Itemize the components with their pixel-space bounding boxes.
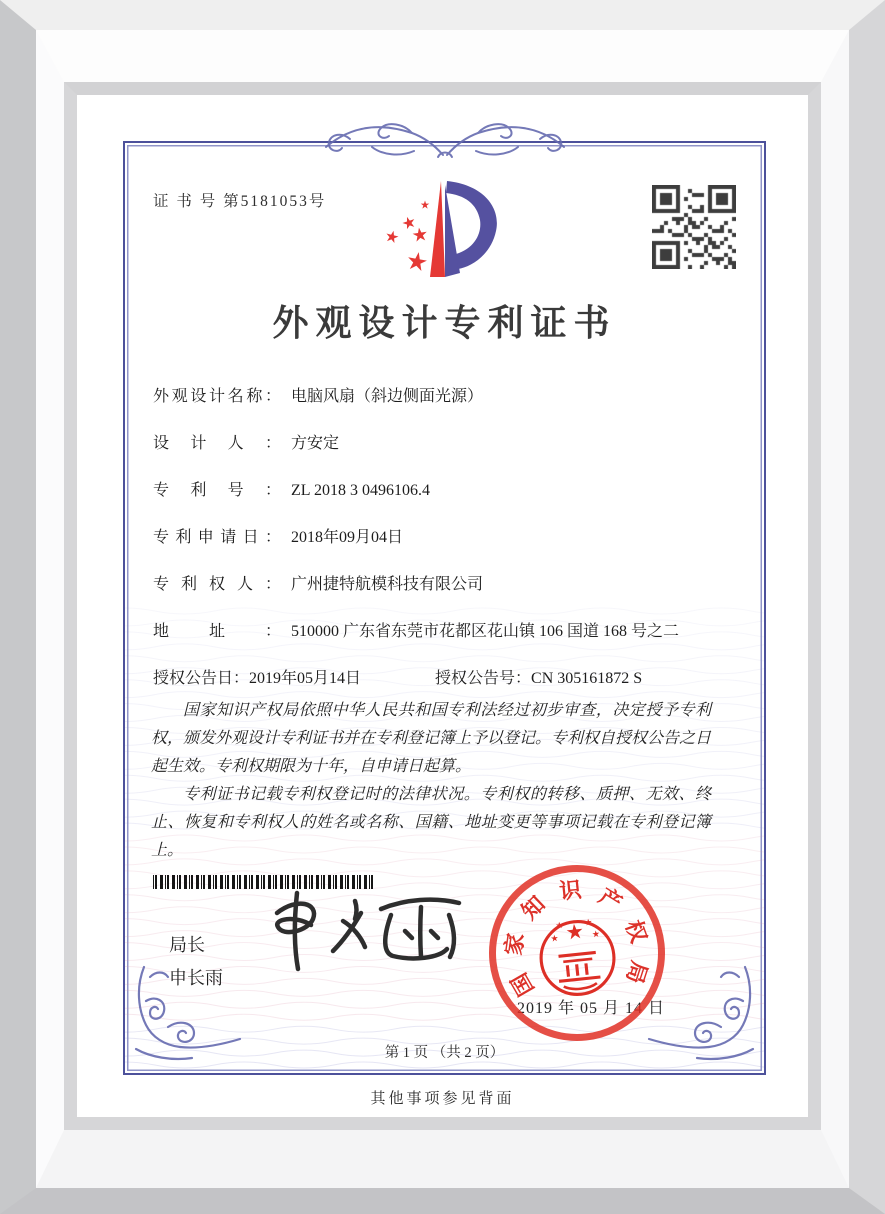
national-emblem-icon	[520, 901, 634, 1015]
field-row-patentee	[153, 571, 744, 595]
picture-frame-face	[36, 30, 849, 1188]
field-value: 电脑风扇（斜边侧面光源）	[291, 388, 484, 405]
field-row-address	[153, 618, 744, 642]
flourish-top-icon	[320, 115, 570, 177]
signature	[263, 879, 478, 984]
certificate-border	[123, 141, 766, 1075]
legal-paragraph-1: 国家知识产权局依照中华人民共和国专利法经过初步审查，决定授予专利权，颁发外观设计专利证书并在专利登记簿上予以登记。专利权自授权公告之日起生效。专利权期限为十年，自申请日起算。	[151, 702, 712, 775]
signer-block	[169, 929, 223, 995]
field-row-design-name	[153, 383, 744, 407]
official-seal	[480, 856, 673, 1049]
back-side-note: 其他事项参见背面	[370, 1091, 515, 1107]
field-value: 广州捷特航模科技有限公司	[291, 576, 484, 593]
grant-no-value: CN 305161872 S	[531, 670, 643, 687]
field-label: 专利权人：	[153, 576, 281, 593]
grant-date-value: 2019年05月14日	[249, 670, 362, 687]
page-indicator: 第 1 页 （共 2 页）	[384, 1045, 505, 1061]
field-value: ZL 2018 3 0496106.4	[291, 482, 430, 499]
field-label: 地址：	[153, 623, 281, 640]
field-list	[153, 383, 744, 665]
field-label: 专利号：	[153, 482, 281, 499]
qr-code	[652, 185, 736, 269]
field-label: 设计人：	[153, 435, 281, 452]
signer-title: 局长	[169, 935, 205, 955]
seal-text: 国 家 知 识 产 权 局	[500, 876, 653, 1001]
field-row-patent-no	[153, 477, 744, 501]
field-value: 510000 广东省东莞市花都区花山镇 106 国道 168 号之二	[291, 623, 680, 640]
cnipa-logo-icon	[379, 175, 511, 289]
field-label: 外观设计名称：	[153, 388, 281, 405]
legal-paragraph-2: 专利证书记载专利权登记时的法律状况。专利权的转移、质押、无效、终止、恢复和专利权人的姓名或名称、国籍、地址变更等事项记载在专利登记簿上。	[151, 786, 711, 859]
seal-date: 2019 年 05 月 14 日	[517, 1000, 666, 1017]
field-value: 方安定	[291, 435, 340, 452]
grant-date-label: 授权公告日：	[153, 670, 250, 687]
signer-name: 申长雨	[169, 968, 223, 988]
field-value: 2018年09月04日	[291, 529, 404, 546]
grant-no-label: 授权公告号：	[435, 670, 532, 687]
frame-mat-step	[64, 82, 821, 1130]
legal-paragraphs	[151, 697, 711, 865]
grant-row	[153, 665, 642, 688]
certificate-number: 证 书 号 第5181053号	[153, 193, 327, 210]
field-label: 专利申请日：	[153, 529, 281, 546]
certificate-paper	[77, 95, 808, 1117]
field-row-filing-date	[153, 524, 744, 548]
certificate-title: 外观设计专利证书	[272, 303, 617, 343]
field-row-designer	[153, 430, 744, 454]
